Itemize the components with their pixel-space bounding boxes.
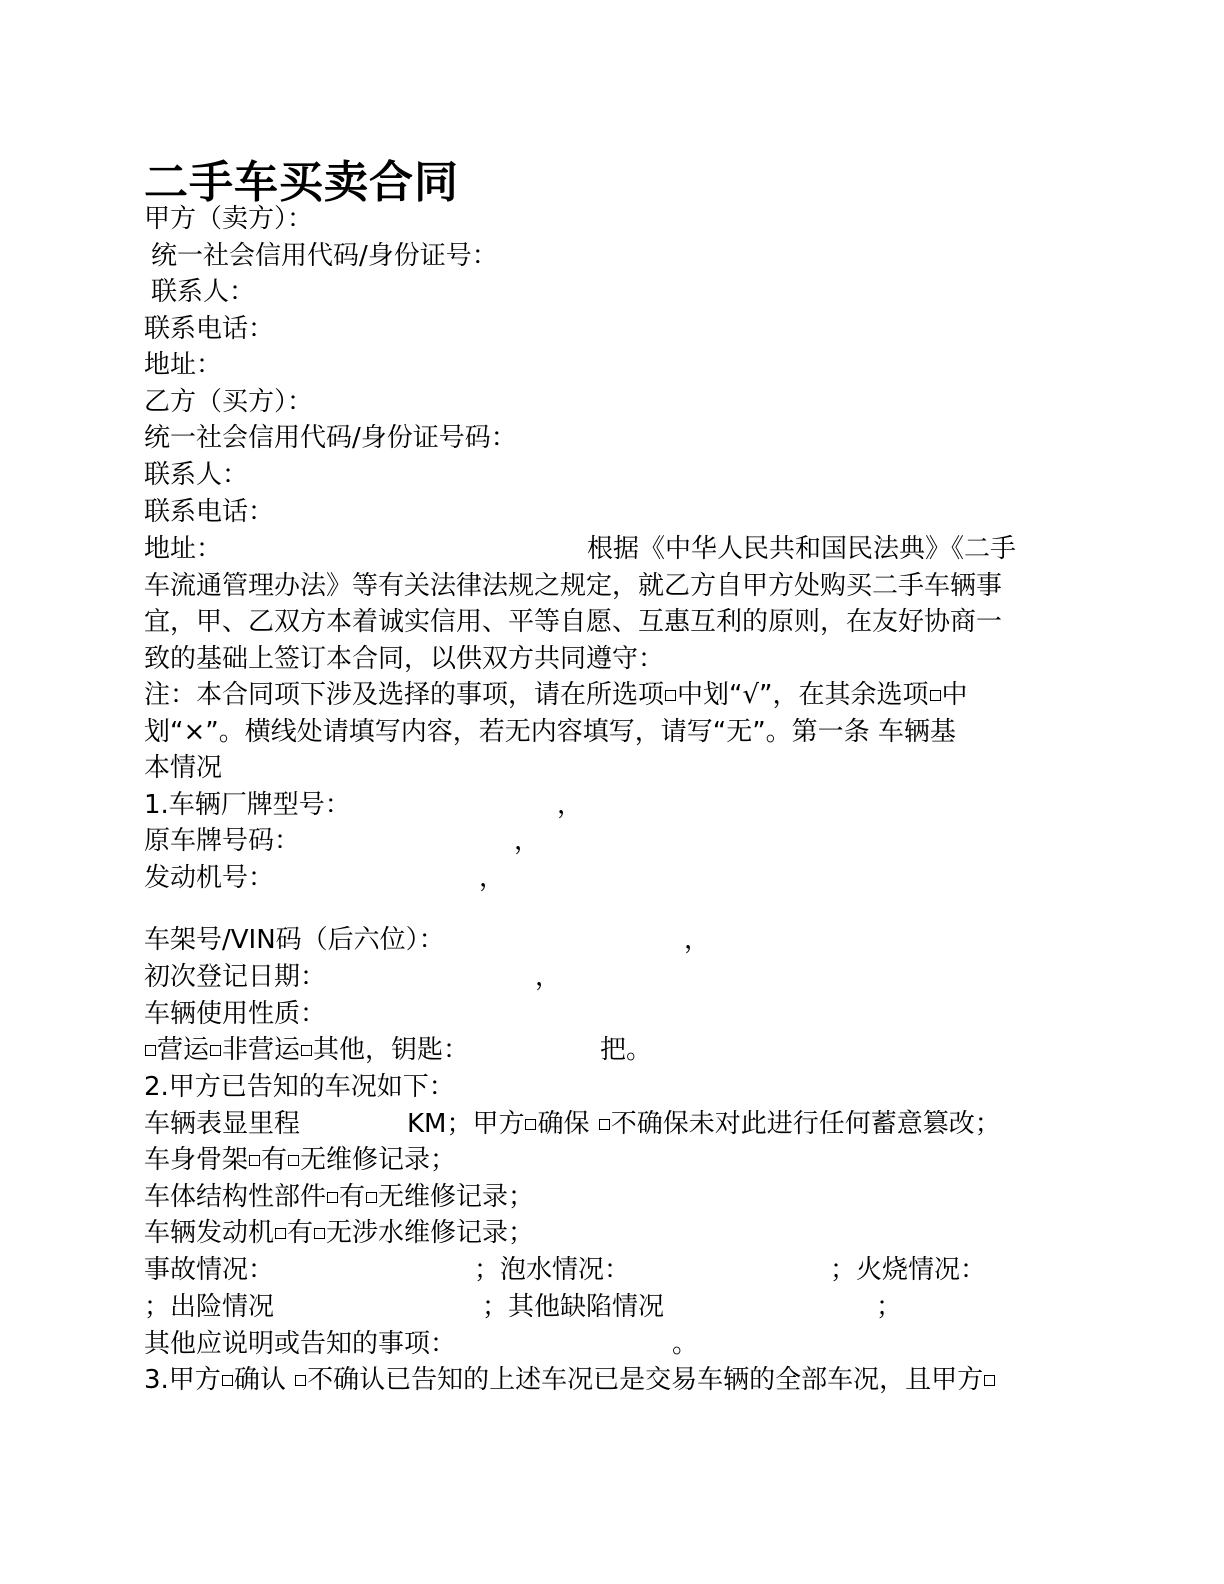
note-text-b: 中划“√”，在其余选项 xyxy=(677,680,929,710)
preamble-line-2: 车流通管理办法》等有关法律法规之规定，就乙方自甲方处购买二手车辆事 xyxy=(144,571,1003,601)
party-b-credit-code-label: 统一社会信用代码/身份证号码： xyxy=(144,423,517,453)
note-line-2: 划“×”。横线处请填写内容，若无内容填写，请写“无”。第一条 车辆基 xyxy=(144,717,956,747)
party-a-contact-label: 联系人： xyxy=(151,277,256,307)
vehicle-engine-label: 发动机号： xyxy=(144,863,275,893)
vehicle-usage-options xyxy=(144,1032,469,1068)
defects-semicolon: ； xyxy=(876,1292,903,1322)
fire-label: ；火烧情况： xyxy=(830,1255,987,1285)
frame-line xyxy=(144,1142,456,1178)
note-text-a: 注：本合同项下涉及选择的事项，请在所选项 xyxy=(144,680,665,710)
party-a-credit-code-label: 统一社会信用代码/身份证号： xyxy=(151,241,498,271)
mileage-line xyxy=(407,1106,1001,1142)
checkbox-icon xyxy=(930,690,941,701)
mileage-unit: KM；甲方 xyxy=(407,1109,525,1139)
vehicle-plate-comma: ， xyxy=(514,826,541,856)
checkbox-icon[interactable] xyxy=(327,1192,338,1203)
party-b-heading: 乙方（买方）： xyxy=(144,387,314,417)
accident-label: 事故情况： xyxy=(144,1255,275,1285)
note-line-3: 本情况 xyxy=(144,753,223,783)
confirm-label: 3.甲方 xyxy=(144,1365,221,1395)
structure-yes: 有 xyxy=(339,1182,366,1212)
checkbox-icon[interactable] xyxy=(145,1045,156,1056)
option-other-keys: 其他，钥匙： xyxy=(313,1035,470,1065)
option-non-operating: 非营运 xyxy=(222,1035,301,1065)
option-operating: 营运 xyxy=(157,1035,210,1065)
party-a-heading: 甲方（卖方）： xyxy=(144,204,314,234)
checkbox-icon[interactable] xyxy=(288,1155,299,1166)
checkbox-icon[interactable] xyxy=(599,1119,610,1130)
checkbox-icon[interactable] xyxy=(275,1228,286,1239)
confirm-yes: 确认 xyxy=(233,1365,286,1395)
engine-label: 车辆发动机 xyxy=(144,1218,275,1248)
mileage-not-ensure: 不确保未对此进行任何蓄意篡改； xyxy=(610,1109,1001,1139)
engine-line xyxy=(144,1215,534,1251)
party-a-phone-label: 联系电话： xyxy=(144,314,275,344)
other-matters-label: 其他应说明或告知的事项： xyxy=(144,1329,457,1359)
frame-label: 车身骨架 xyxy=(144,1145,249,1175)
other-defects-label: ；其他缺陷情况 xyxy=(482,1292,665,1322)
preamble-line-3: 宜，甲、乙双方本着诚实信用、平等自愿、互惠互利的原则，在友好协商一 xyxy=(144,607,1003,637)
party-a-address-label: 地址： xyxy=(144,350,223,380)
note-line-1 xyxy=(144,677,968,713)
party-b-address-label: 地址： xyxy=(144,534,223,564)
frame-yes: 有 xyxy=(261,1145,288,1175)
condition-heading: 2.甲方已告知的车况如下： xyxy=(144,1072,455,1102)
insurance-label: ；出险情况 xyxy=(144,1292,275,1322)
note-text-c: 中 xyxy=(941,680,968,710)
flood-label: ；泡水情况： xyxy=(474,1255,631,1285)
checkbox-icon[interactable] xyxy=(314,1228,325,1239)
structure-no: 无维修记录； xyxy=(378,1182,535,1212)
vehicle-reg-date-comma: ， xyxy=(535,962,562,992)
engine-yes: 有 xyxy=(287,1218,314,1248)
vehicle-usage-label: 车辆使用性质： xyxy=(144,999,327,1029)
preamble-line-1: 根据《中华人民共和国民法典》《二手 xyxy=(587,534,1017,564)
checkbox-icon[interactable] xyxy=(210,1045,221,1056)
keys-unit: 把。 xyxy=(600,1035,653,1065)
mileage-ensure: 确保 xyxy=(537,1109,590,1139)
party-b-phone-label: 联系电话： xyxy=(144,497,275,527)
vehicle-vin-comma: ， xyxy=(684,925,711,955)
checkbox-icon[interactable] xyxy=(222,1375,233,1386)
confirm-no: 不确认已告知的上述车况已是交易车辆的全部车况，且甲方 xyxy=(307,1365,984,1395)
checkbox-icon[interactable] xyxy=(525,1119,536,1130)
vehicle-plate-label: 原车牌号码： xyxy=(144,826,301,856)
party-b-contact-label: 联系人： xyxy=(144,460,249,490)
vehicle-engine-comma: ， xyxy=(479,863,506,893)
checkbox-icon[interactable] xyxy=(984,1375,995,1386)
structure-line xyxy=(144,1179,534,1215)
vehicle-vin-label: 车架号/VIN码（后六位）： xyxy=(144,925,445,955)
document-title: 二手车买卖合同 xyxy=(144,157,459,208)
vehicle-brand-label: 1.车辆厂牌型号： xyxy=(144,790,351,820)
checkbox-icon[interactable] xyxy=(249,1155,260,1166)
frame-no: 无维修记录； xyxy=(300,1145,457,1175)
checkbox-icon[interactable] xyxy=(301,1045,312,1056)
vehicle-reg-date-label: 初次登记日期： xyxy=(144,962,327,992)
engine-no: 无涉水维修记录； xyxy=(326,1218,535,1248)
confirm-line xyxy=(144,1362,996,1398)
checkbox-icon xyxy=(665,690,676,701)
mileage-line-label: 车辆表显里程 xyxy=(144,1109,301,1139)
vehicle-brand-comma: ， xyxy=(557,790,584,820)
other-matters-period: 。 xyxy=(672,1329,699,1359)
checkbox-icon[interactable] xyxy=(295,1375,306,1386)
preamble-line-4: 致的基础上签订本合同，以供双方共同遵守： xyxy=(144,644,665,674)
checkbox-icon[interactable] xyxy=(366,1192,377,1203)
structure-label: 车体结构性部件 xyxy=(144,1182,327,1212)
